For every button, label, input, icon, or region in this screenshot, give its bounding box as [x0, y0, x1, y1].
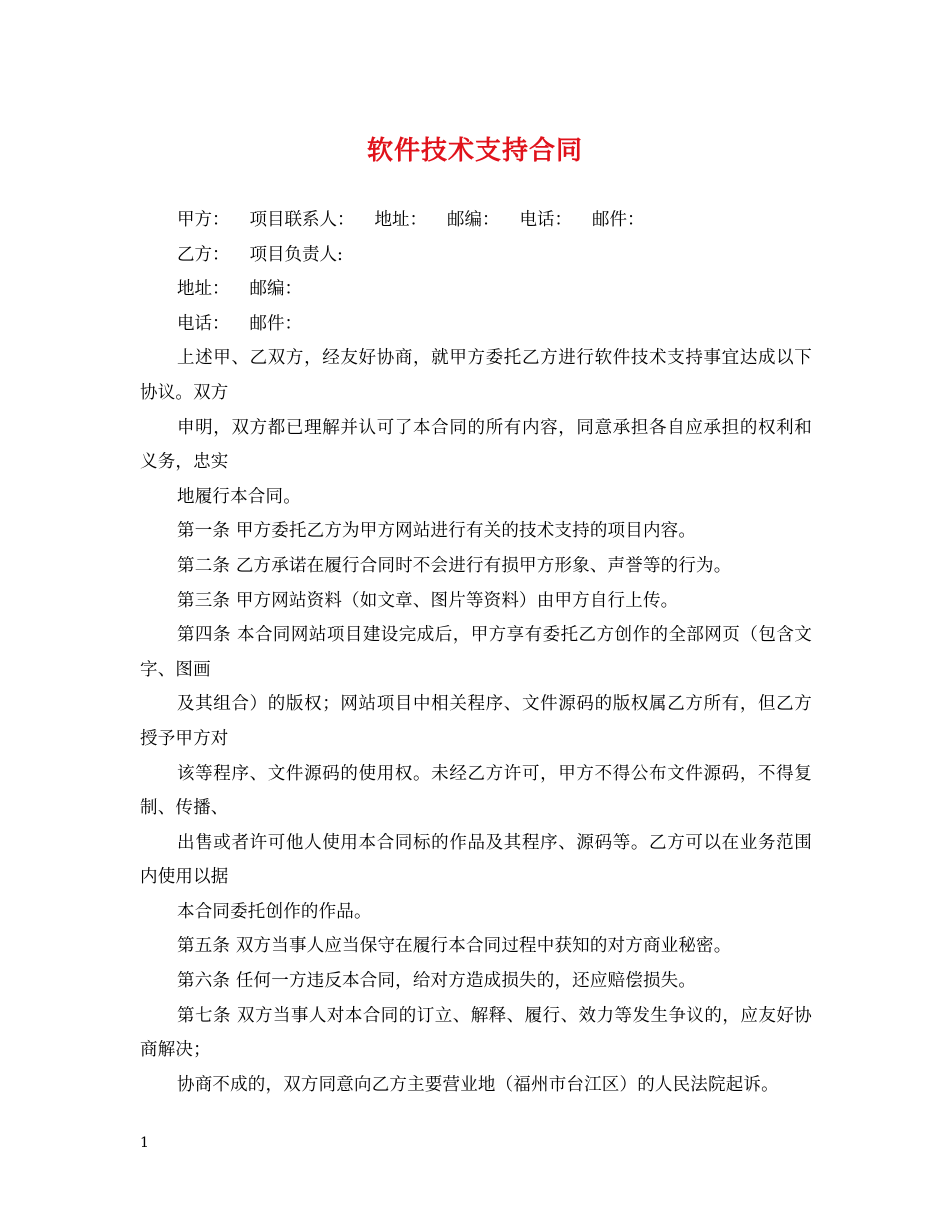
contract-paragraph: 第一条 甲方委托乙方为甲方网站进行有关的技术支持的项目内容。	[177, 521, 697, 542]
party-info-line	[140, 238, 812, 273]
contract-paragraph: 上述甲、乙双方，经友好协商，就甲方委托乙方进行软件技术支持事宜达成以下协议。双方	[140, 348, 812, 403]
contract-paragraph: 第四条 本合同网站项目建设完成后，甲方享有委托乙方创作的全部网页（包含文字、图画	[140, 625, 812, 680]
page-number: 1	[140, 1135, 149, 1151]
contract-clauses	[140, 341, 812, 1102]
party-info-field: 地址：	[177, 279, 230, 300]
party-info-field: 邮件：	[249, 313, 302, 334]
contract-paragraph: 地履行本合同。	[177, 486, 301, 507]
document-body	[140, 203, 812, 1102]
contract-paragraph: 协商不成的，双方同意向乙方主要营业地（福州市台江区）的人民法院起诉。	[177, 1074, 779, 1095]
contract-paragraph: 第二条 乙方承诺在履行合同时不会进行有损甲方形象、声誉等的行为。	[177, 555, 732, 576]
contract-paragraph: 第七条 双方当事人对本合同的订立、解释、履行、效力等发生争议的，应友好协商解决；	[140, 1005, 812, 1061]
party-info-block	[140, 203, 812, 341]
party-info-field: 电话：	[519, 210, 572, 230]
document-title: 软件技术支持合同	[366, 136, 583, 166]
party-info-line	[140, 307, 812, 342]
contract-paragraph: 及其组合）的版权；网站项目中相关程序、文件源码的版权属乙方所有，但乙方授予甲方对	[140, 694, 812, 749]
contract-paragraph: 申明，双方都已理解并认可了本合同的所有内容，同意承担各自应承担的权利和义务，忠实	[140, 417, 812, 473]
contract-paragraph: 出售或者许可他人使用本合同标的作品及其程序、源码等。乙方可以在业务范围内使用以据	[140, 832, 812, 888]
contract-paragraph: 该等程序、文件源码的使用权。未经乙方许可，甲方不得公布文件源码，不得复制、传播、	[140, 763, 812, 819]
party-info-line	[140, 203, 812, 238]
party-info-field: 邮编：	[447, 210, 500, 230]
contract-paragraph: 第六条 任何一方违反本合同，给对方造成损失的，还应赔偿损失。	[177, 971, 697, 992]
party-info-field: 邮件：	[592, 210, 645, 230]
party-info-field: 乙方：	[177, 244, 230, 265]
party-info-field: 项目负责人:	[249, 244, 343, 265]
contract-paragraph: 第五条 双方当事人应当保守在履行本合同过程中获知的对方商业秘密。	[177, 936, 732, 957]
party-info-field: 甲方：	[177, 210, 230, 230]
contract-paragraph: 本合同委托创作的作品。	[177, 901, 372, 922]
party-info-field: 邮编：	[249, 279, 302, 300]
party-info-line	[140, 272, 812, 307]
party-info-field: 地址：	[374, 210, 427, 230]
party-info-field: 电话：	[177, 313, 230, 334]
party-info-field: 项目联系人：	[249, 210, 355, 230]
contract-paragraph: 第三条 甲方网站资料（如文章、图片等资料）由甲方自行上传。	[177, 590, 679, 611]
